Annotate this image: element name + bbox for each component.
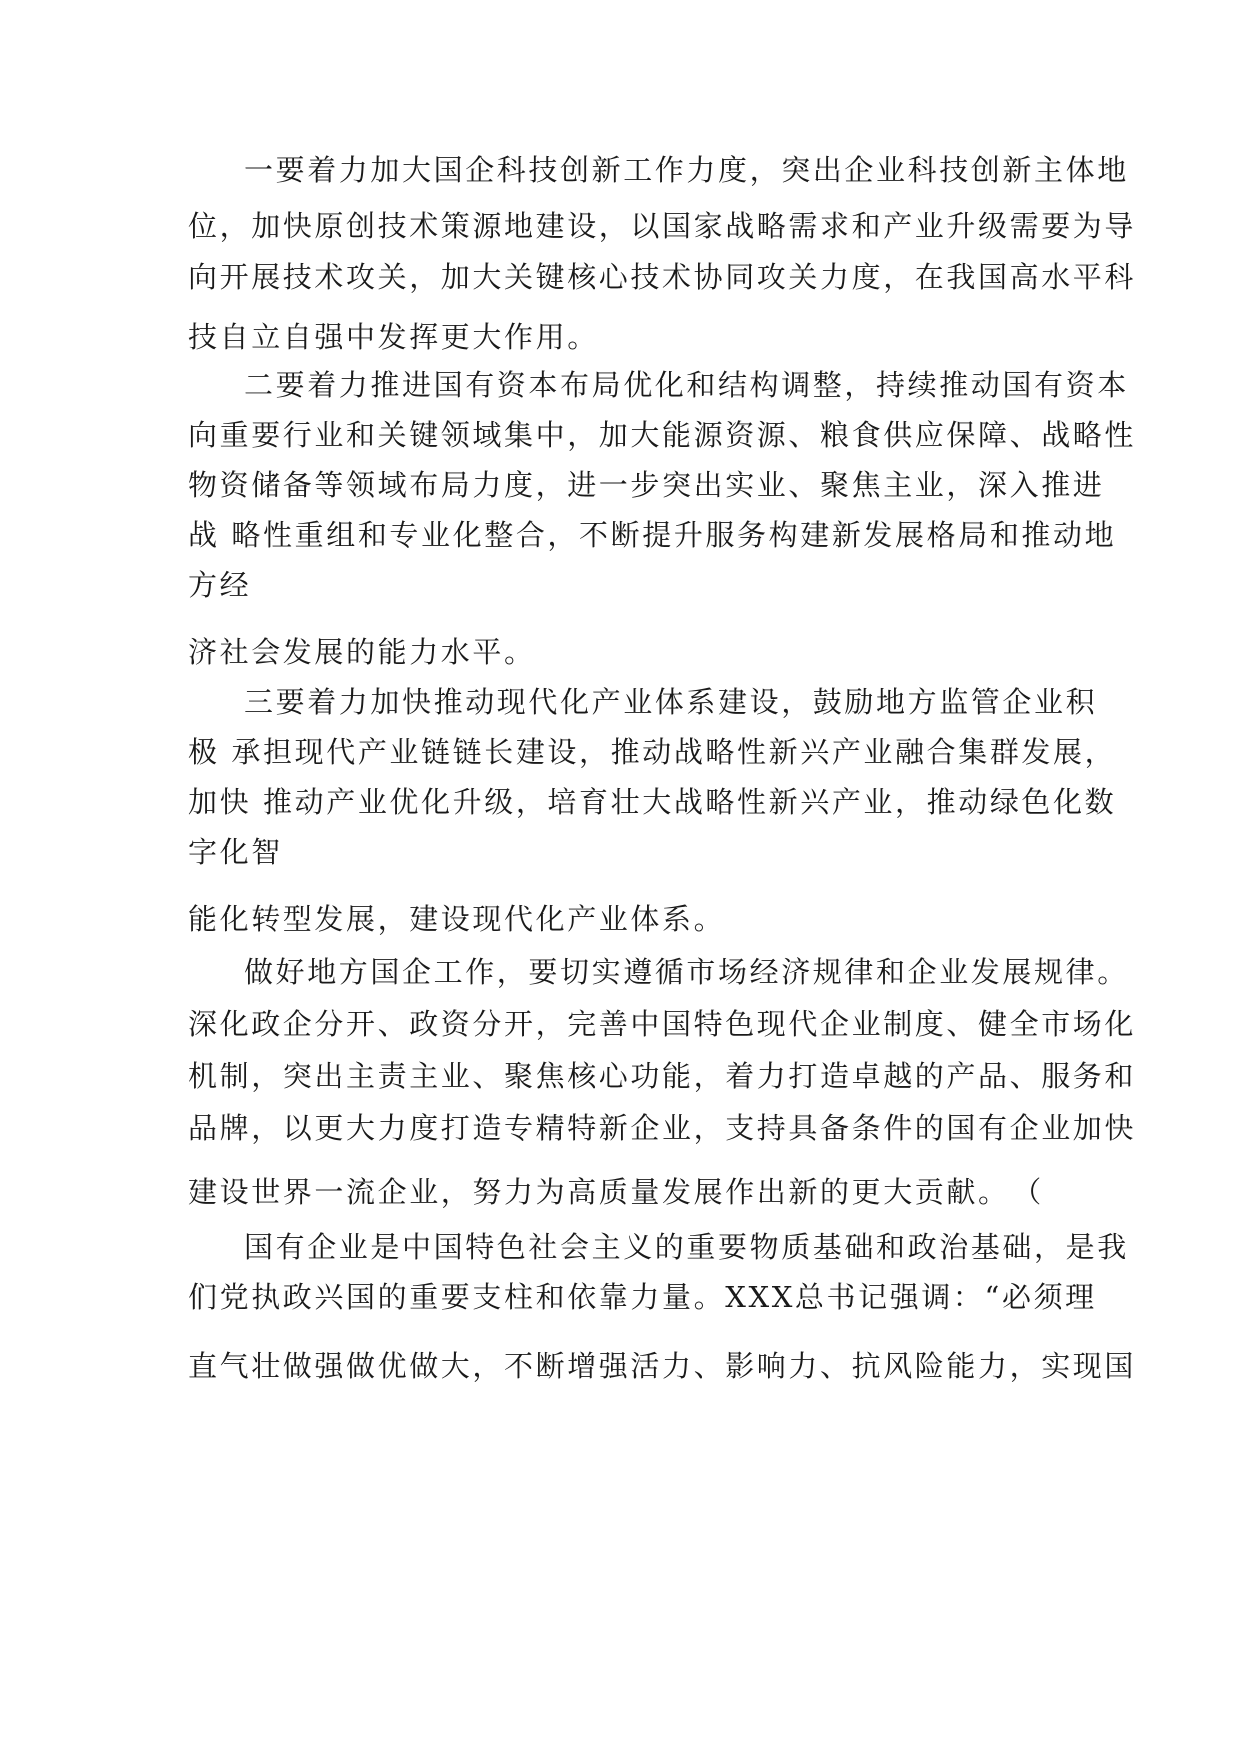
paragraph-1-line-3: 向开展技术攻关，加大关键核心技术协同攻关力度，在我国高水平科 <box>188 260 1137 294</box>
paragraph-4-line-2: 深化政企分开、政资分开，完善中国特色现代企业制度、健全市场化 <box>188 1007 1137 1041</box>
paragraph-3-line-4: 字化智 <box>188 835 283 869</box>
paragraph-3-line-3: 加快 推动产业优化升级，培育壮大战略性新兴产业，推动绿色化数 <box>188 785 1117 819</box>
paragraph-2-line-3: 物资储备等领域布局力度，进一步突出实业、聚焦主业，深入推进 <box>188 468 1105 502</box>
paragraph-2-line-6: 济社会发展的能力水平。 <box>188 635 536 669</box>
paragraph-4-line-4: 品牌，以更大力度打造专精特新企业，支持具备条件的国有企业加快 <box>188 1111 1137 1145</box>
paragraph-3-line-5: 能化转型发展，建设现代化产业体系。 <box>188 902 726 936</box>
paragraph-4-line-3: 机制，突出主责主业、聚焦核心功能，着力打造卓越的产品、服务和 <box>188 1059 1137 1093</box>
paragraph-2-line-5: 方经 <box>188 568 252 602</box>
paragraph-3-line-1: 三要着力加快推动现代化产业体系建设，鼓励地方监管企业积 <box>244 685 1098 719</box>
paragraph-5-line-1: 国有企业是中国特色社会主义的重要物质基础和政治基础，是我 <box>244 1230 1129 1264</box>
paragraph-2-line-4: 战 略性重组和专业化整合，不断提升服务构建新发展格局和推动地 <box>188 518 1117 552</box>
paragraph-3-line-2: 极 承担现代产业链链长建设，推动战略性新兴产业融合集群发展， <box>188 735 1117 769</box>
paragraph-2-line-2: 向重要行业和关键领域集中，加大能源资源、粮食供应保障、战略性 <box>188 418 1137 452</box>
paragraph-4-line-1: 做好地方国企工作，要切实遵循市场经济规律和企业发展规律。 <box>244 955 1129 989</box>
paragraph-1-line-4: 技自立自强中发挥更大作用。 <box>188 320 599 354</box>
paragraph-5-line-2: 们党执政兴国的重要支柱和依靠力量。XXX总书记强调：“必须理 <box>188 1280 1097 1314</box>
paragraph-5-line-3: 直气壮做强做优做大，不断增强活力、影响力、抗风险能力，实现国 <box>188 1349 1137 1383</box>
paragraph-1-line-2: 位，加快原创技术策源地建设，以国家战略需求和产业升级需要为导 <box>188 209 1137 243</box>
paragraph-2-line-1: 二要着力推进国有资本布局优化和结构调整，持续推动国有资本 <box>244 368 1129 402</box>
paragraph-4-line-5: 建设世界一流企业，努力为高质量发展作出新的更大贡献。 （ <box>188 1175 1044 1209</box>
paragraph-1-line-1: 一要着力加大国企科技创新工作力度，突出企业科技创新主体地 <box>244 153 1129 187</box>
